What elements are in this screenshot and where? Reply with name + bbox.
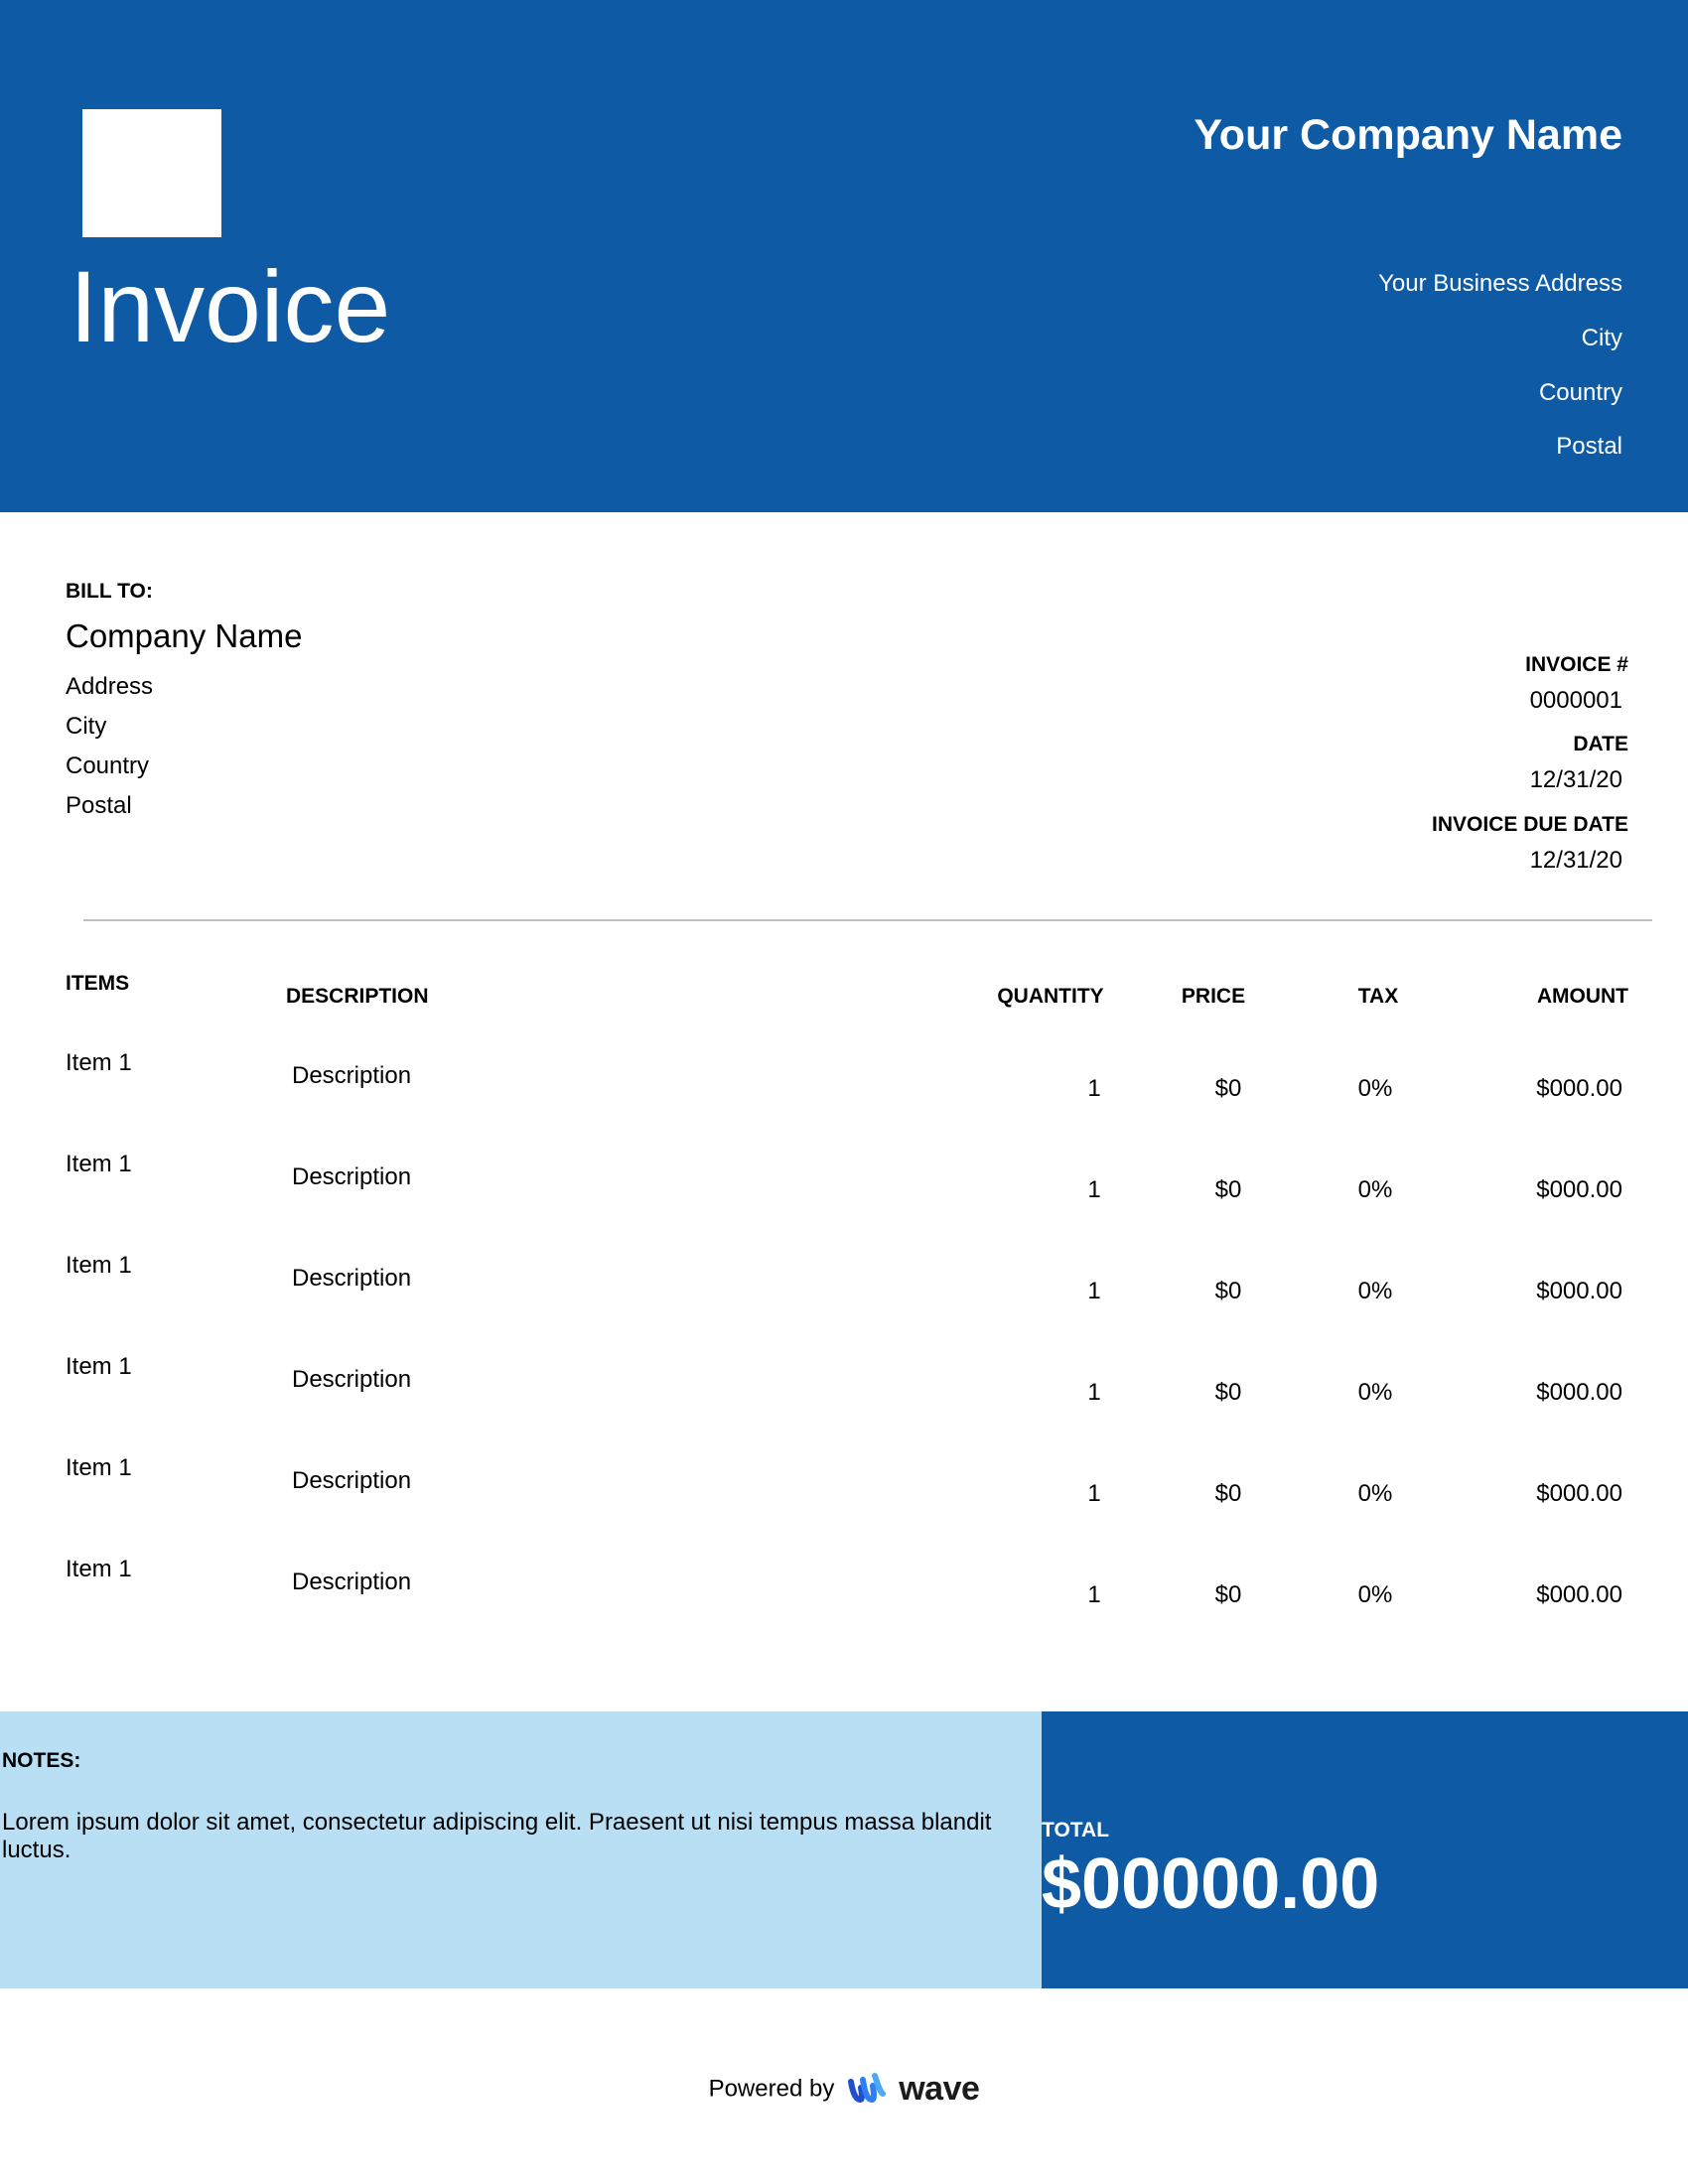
row-tax: 0%	[1357, 1176, 1393, 1203]
col-header-tax: TAX	[1357, 985, 1399, 1008]
invoice-number-label: INVOICE #	[1525, 653, 1628, 676]
row-amount: $000.00	[1536, 1176, 1622, 1203]
row-quantity: 1	[1087, 1480, 1101, 1507]
row-amount: $000.00	[1536, 1581, 1622, 1608]
row-description: Description	[292, 1467, 412, 1494]
col-header-quantity: QUANTITY	[997, 985, 1104, 1008]
total-value: $00000.00	[1042, 1844, 1380, 1924]
sender-city: City	[1581, 325, 1622, 351]
row-tax: 0%	[1357, 1581, 1393, 1608]
bill-to-country: Country	[66, 752, 150, 779]
row-tax: 0%	[1357, 1278, 1393, 1304]
powered-by-text: Powered by	[708, 2075, 835, 2103]
footer	[0, 2070, 1688, 2109]
wave-brand-text: wave	[899, 2070, 980, 2108]
row-price: $0	[1214, 1581, 1242, 1608]
col-header-price: PRICE	[1181, 985, 1246, 1008]
row-price: $0	[1214, 1278, 1242, 1304]
bill-to-address: Address	[66, 673, 154, 700]
col-header-items: ITEMS	[66, 972, 130, 995]
invoice-title: Invoice	[70, 250, 391, 363]
col-header-description: DESCRIPTION	[286, 985, 429, 1008]
row-description: Description	[292, 1163, 412, 1190]
logo-placeholder	[82, 109, 221, 237]
col-header-amount: AMOUNT	[1536, 985, 1628, 1008]
row-item: Item 1	[66, 1556, 132, 1582]
row-description: Description	[292, 1569, 412, 1595]
invoice-date: 12/31/20	[1529, 766, 1622, 793]
row-tax: 0%	[1357, 1379, 1393, 1406]
row-amount: $000.00	[1536, 1379, 1622, 1406]
row-quantity: 1	[1087, 1176, 1101, 1203]
row-description: Description	[292, 1265, 412, 1292]
total-label: TOTAL	[1042, 1819, 1110, 1842]
row-quantity: 1	[1087, 1278, 1101, 1304]
sender-company-name: Your Company Name	[1194, 111, 1622, 159]
row-amount: $000.00	[1536, 1480, 1622, 1507]
row-amount: $000.00	[1536, 1075, 1622, 1102]
row-price: $0	[1214, 1176, 1242, 1203]
invoice-due-date: 12/31/20	[1529, 847, 1622, 874]
notes-label: NOTES:	[2, 1749, 81, 1772]
row-item: Item 1	[66, 1151, 132, 1177]
row-price: $0	[1214, 1379, 1242, 1406]
row-item: Item 1	[66, 1049, 132, 1076]
bill-to-company: Company Name	[66, 617, 303, 654]
row-item: Item 1	[66, 1353, 132, 1380]
bill-to-postal: Postal	[66, 792, 132, 819]
row-amount: $000.00	[1536, 1278, 1622, 1304]
sender-country: Country	[1538, 379, 1622, 406]
row-price: $0	[1214, 1480, 1242, 1507]
wave-logo-icon	[847, 2070, 889, 2109]
divider	[83, 919, 1652, 921]
sender-address: Your Business Address	[1378, 270, 1622, 297]
bill-to-city: City	[66, 713, 107, 740]
due-date-label: INVOICE DUE DATE	[1432, 813, 1628, 836]
invoice-number: 0000001	[1529, 687, 1622, 714]
row-quantity: 1	[1087, 1581, 1101, 1608]
row-item: Item 1	[66, 1252, 132, 1279]
row-tax: 0%	[1357, 1480, 1393, 1507]
sender-postal: Postal	[1556, 433, 1622, 460]
row-description: Description	[292, 1062, 412, 1089]
row-price: $0	[1214, 1075, 1242, 1102]
row-item: Item 1	[66, 1454, 132, 1481]
row-quantity: 1	[1087, 1379, 1101, 1406]
date-label: DATE	[1573, 733, 1628, 755]
row-tax: 0%	[1357, 1075, 1393, 1102]
row-quantity: 1	[1087, 1075, 1101, 1102]
bill-to-label: BILL TO:	[66, 580, 153, 603]
notes-text: Lorem ipsum dolor sit amet, consectetur adipiscing elit. Praesent ut nisi tempus massa blandit luctus.	[2, 1809, 992, 1863]
row-description: Description	[292, 1366, 412, 1393]
